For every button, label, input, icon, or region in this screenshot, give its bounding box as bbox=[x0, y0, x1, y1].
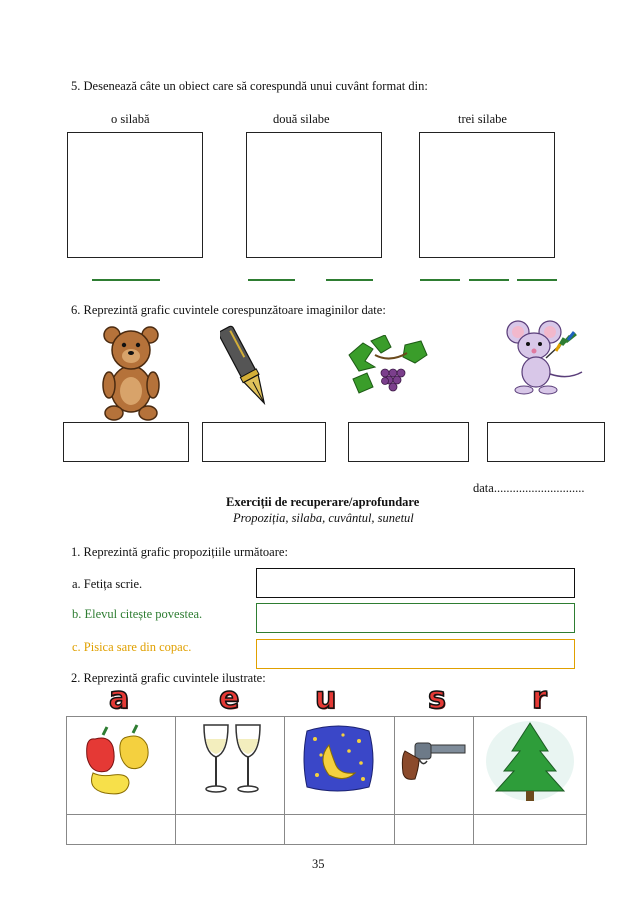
answer-cell[interactable] bbox=[473, 815, 586, 845]
answer-cell[interactable] bbox=[394, 815, 473, 845]
answer-box-sentence-b[interactable] bbox=[256, 603, 575, 633]
date-field[interactable]: data............................. bbox=[473, 481, 585, 495]
answer-box-mouse[interactable] bbox=[487, 422, 605, 462]
moon-and-stars-image bbox=[285, 717, 393, 809]
answer-cell[interactable] bbox=[285, 815, 394, 845]
drawing-box-two-syllables[interactable] bbox=[246, 132, 382, 258]
answer-box-sentence-a[interactable] bbox=[256, 568, 575, 598]
syllable-line bbox=[326, 279, 373, 281]
revolver-image bbox=[395, 717, 473, 809]
fountain-pen-image bbox=[220, 322, 270, 412]
image-row bbox=[67, 717, 587, 815]
column-label-one-syllable: o silabă bbox=[111, 112, 150, 126]
mouse-with-feather-image bbox=[498, 318, 586, 396]
drawing-box-one-syllable[interactable] bbox=[67, 132, 203, 258]
answer-box-sentence-c[interactable] bbox=[256, 639, 575, 669]
sentence-a: a. Fetița scrie. bbox=[72, 577, 143, 591]
image-cell bbox=[67, 717, 176, 815]
section-subheading: Propoziția, silaba, cuvântul, sunetul bbox=[233, 511, 414, 525]
peppers-image bbox=[67, 717, 175, 809]
teddy-bear-image bbox=[100, 325, 162, 421]
answer-cell[interactable] bbox=[176, 815, 285, 845]
ex5-title: 5. Desenează câte un obiect care să corespundă unui cuvânt format din: bbox=[71, 79, 428, 93]
syllable-line bbox=[517, 279, 557, 281]
syllable-line bbox=[420, 279, 460, 281]
answer-box-grapes[interactable] bbox=[348, 422, 469, 462]
syllable-line bbox=[248, 279, 295, 281]
ex6-title: 6. Reprezintă grafic cuvintele corespunzătoare imaginilor date: bbox=[71, 303, 386, 317]
image-cell bbox=[285, 717, 394, 815]
letter-e: e bbox=[219, 681, 240, 716]
ex1-title: 1. Reprezintă grafic propozițiile următoare: bbox=[71, 545, 288, 559]
answer-cell[interactable] bbox=[67, 815, 176, 845]
image-cell bbox=[473, 717, 586, 815]
section-heading: Exerciții de recuperare/aprofundare bbox=[226, 495, 420, 509]
column-label-three-syllables: trei silabe bbox=[458, 112, 507, 126]
column-label-two-syllables: două silabe bbox=[273, 112, 330, 126]
sentence-b: b. Elevul citește povestea. bbox=[72, 607, 203, 621]
drawing-box-three-syllables[interactable] bbox=[419, 132, 555, 258]
image-cell bbox=[394, 717, 473, 815]
image-cell bbox=[176, 717, 285, 815]
letter-r: r bbox=[532, 681, 547, 716]
sentence-c: c. Pisica sare din copac. bbox=[72, 640, 192, 654]
letter-u: u bbox=[315, 681, 337, 716]
answer-row bbox=[67, 815, 587, 845]
letter-a: a bbox=[109, 681, 130, 716]
page-number: 35 bbox=[312, 857, 325, 871]
syllable-line bbox=[469, 279, 509, 281]
fir-tree-image bbox=[474, 717, 586, 809]
wine-glasses-image bbox=[176, 717, 284, 809]
ex2-title: 2. Reprezintă grafic cuvintele ilustrate: bbox=[71, 671, 266, 685]
grapes-image bbox=[345, 335, 431, 403]
answer-box-teddy-bear[interactable] bbox=[63, 422, 189, 462]
letter-s: s bbox=[428, 681, 446, 716]
syllable-line bbox=[92, 279, 160, 281]
illustrated-words-table bbox=[66, 716, 587, 845]
answer-box-fountain-pen[interactable] bbox=[202, 422, 326, 462]
